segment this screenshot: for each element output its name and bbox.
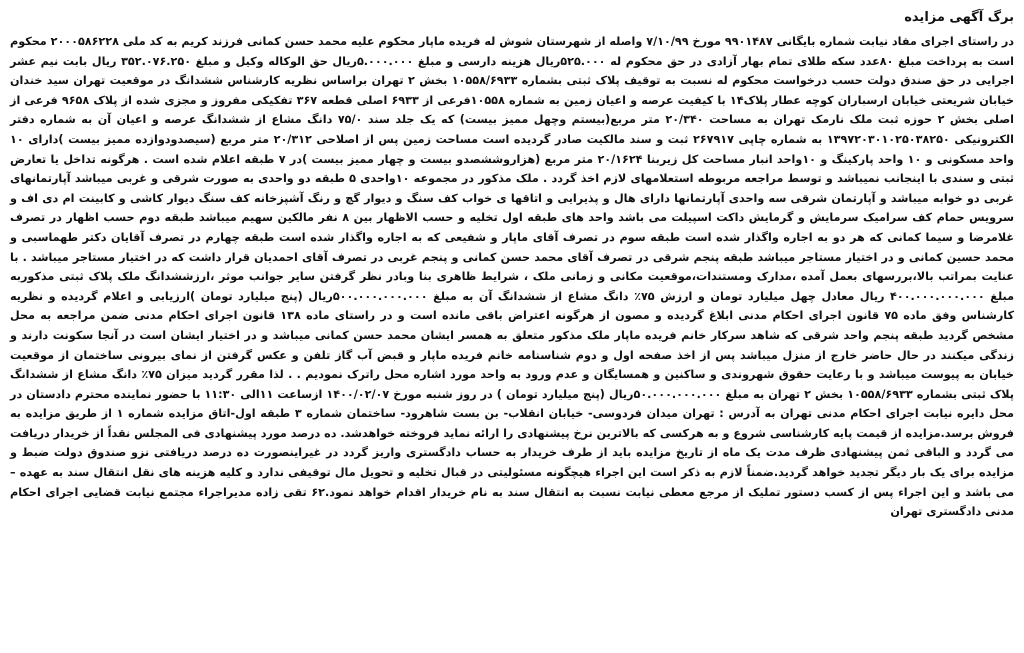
notice-title: برگ آگهی مزایده — [904, 10, 1014, 25]
notice-body-text: در راستای اجرای مفاد نیابت شماره بایگانی ۹۹۰۱۴۸۷ مورخ ۷/۱۰/۹۹ واصله از شهرستان شوش له فریده ماپار محکوم علیه محمد حسن کمانی فرزند کریم به کد ملی ۲۰۰۰۵۸۶۲۲۸ محکوم است به پرداخت مبلغ ۸۰عدد سکه طلای تمام بهار آزادی در حق محکوم له ۵۲۵.۰۰۰ریال هزینه دارسی و مبلغ ۵.۰۰۰.۰۰۰ریال حق الوکاله وکیل و مبلغ ۳۵۲.۰۷۶.۲۵۰ ریال بابت نیم عشر اجرایی در حق صندق دولت حسب درخواست محکوم له نسبت به توقیف پلاک ثبتی بشماره ۱۰۵۵۸/۶۹۳۳ بخش ۲ تهران براساس نظریه کارشناس ششدانگ در موقعیت تهران سید خندان خیابان شریعتی خیابان ارسباران کوچه عطار پلاک۱۴ با کیفیت عرصه و اعیان زمین به شماره ۱۰۵۵۸فرعی از ۶۹۳۳ اصلی قطعه ۳۶۷ تفکیکی مفروز و مجزی شده از پلاک ۹۶۵۸ فرعی از اصلی بخش ۲ حوزه ثبت ملک نارمک تهران به مساحت ۲۰/۳۴۰ متر مربع(بیستم وچهل ممیز بیست) که یک جلد سند ۷۵/۰ دانگ مشاع از ششدانگ عرصه و اعیان آن به شماره دفتر الکترونیکی ۱۳۹۷۲۰۳۰۱۰۲۵۰۳۸۲۵۰ به شماره چاپی ۲۶۷۹۱۷ ثبت و سند مالکیت صادر گردیده است مساحت زمین پس از اصلاحی ۲۰/۳۱۲ متر مربع (سیصدودوازده ممیز بیست )دارای ۱۰ واحد مسکونی و ۱۰ واحد پارکینگ و ۱۰واحد انبار مساحت کل زیربنا ۲۰/۱۶۲۴ متر مربع (هزاروششصدو بیست و چهار ممیز بیست )در ۷ طبقه اعلام شده است . هرگونه تداخل یا تعارض ثبتی و سندی با اینجانب نمیباشد و توسط مراجعه مربوطه استعلامهای لازم اخذ گردد . ملک مذکور در مجموعه ۱۰واحدی ۵ طبقه دو واحدی به صورت شرقی و غربی میباشد آپارتمانهای غربی دو خوابه میباشد و آپارتمان شرقی سه واحدی آپارتمانها دارای هال و پذیرایی و اتاقها ی خواب کف سنگ و دیوار گچ و رنگ آشپزخانه کف سنگ دیوار کاشی و کابینت ام دی اف و سرویس حمام کف سرامیک سرمایش و گرمایش داکت اسپیلت می باشد واحد های طبقه اول تخلیه و حسب الاظهار بین ۸ نفر مالکین سهیم میباشد طبقه دوم حسب اظهار در تصرف غلامرضا و سیما کمانی که هر دو به اجاره واگذار شده است طبقه سوم در تصرف آقای ماپار و شفیعی که به اجاره واگذار شده است طبقه چهارم در تصرف آقایان دکتر طهماسبی و محمد حسین کمانی و در اختیار مستاجر میباشد طبقه پنجم شرقی در تصرف آقای محمد حسن کمانی و پنجم غربی در تصرف آقای احمدیان قرار داشت که در اختیار مستاجر میباشد . با عنایت بمراتب بالا،بررسهای بعمل آمده ،مدارک ومستندات،موقعیت مکانی و زمانی ملک ، شرایط ظاهری بنا وبادر نظر گرفتن سایر جوانب موثر ،ارزششدانگ ملک پلاک ثبتی مذکوربه مبلغ ۴۰۰.۰۰۰.۰۰۰.۰۰۰ ریال معادل چهل میلیارد تومان و ارزش ۷۵٪ دانگ مشاع از ششدانگ آن به مبلغ ۵۰۰.۰۰۰.۰۰۰.۰۰۰ریال (پنج میلیارد تومان )ارزیابی و اعلام گردیده و نظریه کارشناس وفق ماده ۷۵ قانون اجرای احکام مدنی ابلاغ گردیده و مصون از هرگونه اعتراض باقی مانده است و در راستای ماده ۱۳۸ قانون اجرای احکام مدنی ضمن مراجعه به محل مشخص گردید طبقه پنجم واحد شرقی که شاهد سرکار خانم فریده ماپار ملک مذکور متعلق به همسر ایشان محمد حسن کمانی میباشد و در اختیار ایشان است در آنجا سکونت دارند و زندگی میکنند در حال حاضر خارج از منزل میباشد پس از اخذ صفحه اول و دوم شناسنامه خانم فریده ماپار و قبض آب گاز تلفن و عکس گرفتن از نمای بیرونی ساختمان از موقعیت خیابان به پیوست میباشد و با رعایت حقوق شهروندی و ساکنین و همسایگان و عدم ورود به واحد مورد اشاره محل راترک نمودیم . . لذا مقرر گردید میزان ۷۵٪ دانگ مشاع از ششدانگ پلاک ثبتی بشماره ۱۰۵۵۸/۶۹۳۳ بخش ۲ تهران به مبلغ ۵۰.۰۰۰.۰۰۰.۰۰۰ریال (پنج میلیارد تومان ) در روز شنبه مورخ ۱۴۰۰/۰۲/۰۷ ازساعت ۱۱الی ۱۱:۳۰ با حضور نماینده محترم دادستان در محل دایره نیابت اجرای احکام مدنی تهران به آدرس : تهران میدان فردوسی- خیابان انقلاب- بن بست شاهرود- ساختمان شماره ۳ طبقه اول-اتاق مزایده شماره ۱ از طریق مزایده به فروش برسد.مزایده از قیمت پایه کارشناسی شروع و به هرکسی که بالاترین نرخ پیشنهادی را ارائه نماید فروخته خواهدشد. ده درصد مورد پیشنهادی فی المجلس نقداً از خریدار دریافت می گردد و الباقی ثمن پیشنهادی ظرف مدت یک ماه از تاریخ مزایده باید از طرف خریدار به حساب دادگستری واریز گردد در غیراینصورت ده درصد دریافتی نزو صندوق دولت ضبط و مزایده برای یک بار دیگر تجدید خواهد گردید.ضمناً لازم به ذکر است این اجراء هیچگونه مسئولیتی در قبال تخلیه و تحویل مال توقیفی ندارد و کلیه هزینه های نقل انتقال سند به عهده – می باشد و این اجراء پس از کسب دستور تملیک از مرجع معطی نیابت نسبت به انتقال سند به نام خریدار اقدام خواهد نمود.۶۲ تقی زاده مدیراجراء مجتمع نیابت قضایی اجرای احکام مدنی دادگستری تهران — [10, 35, 1015, 519]
